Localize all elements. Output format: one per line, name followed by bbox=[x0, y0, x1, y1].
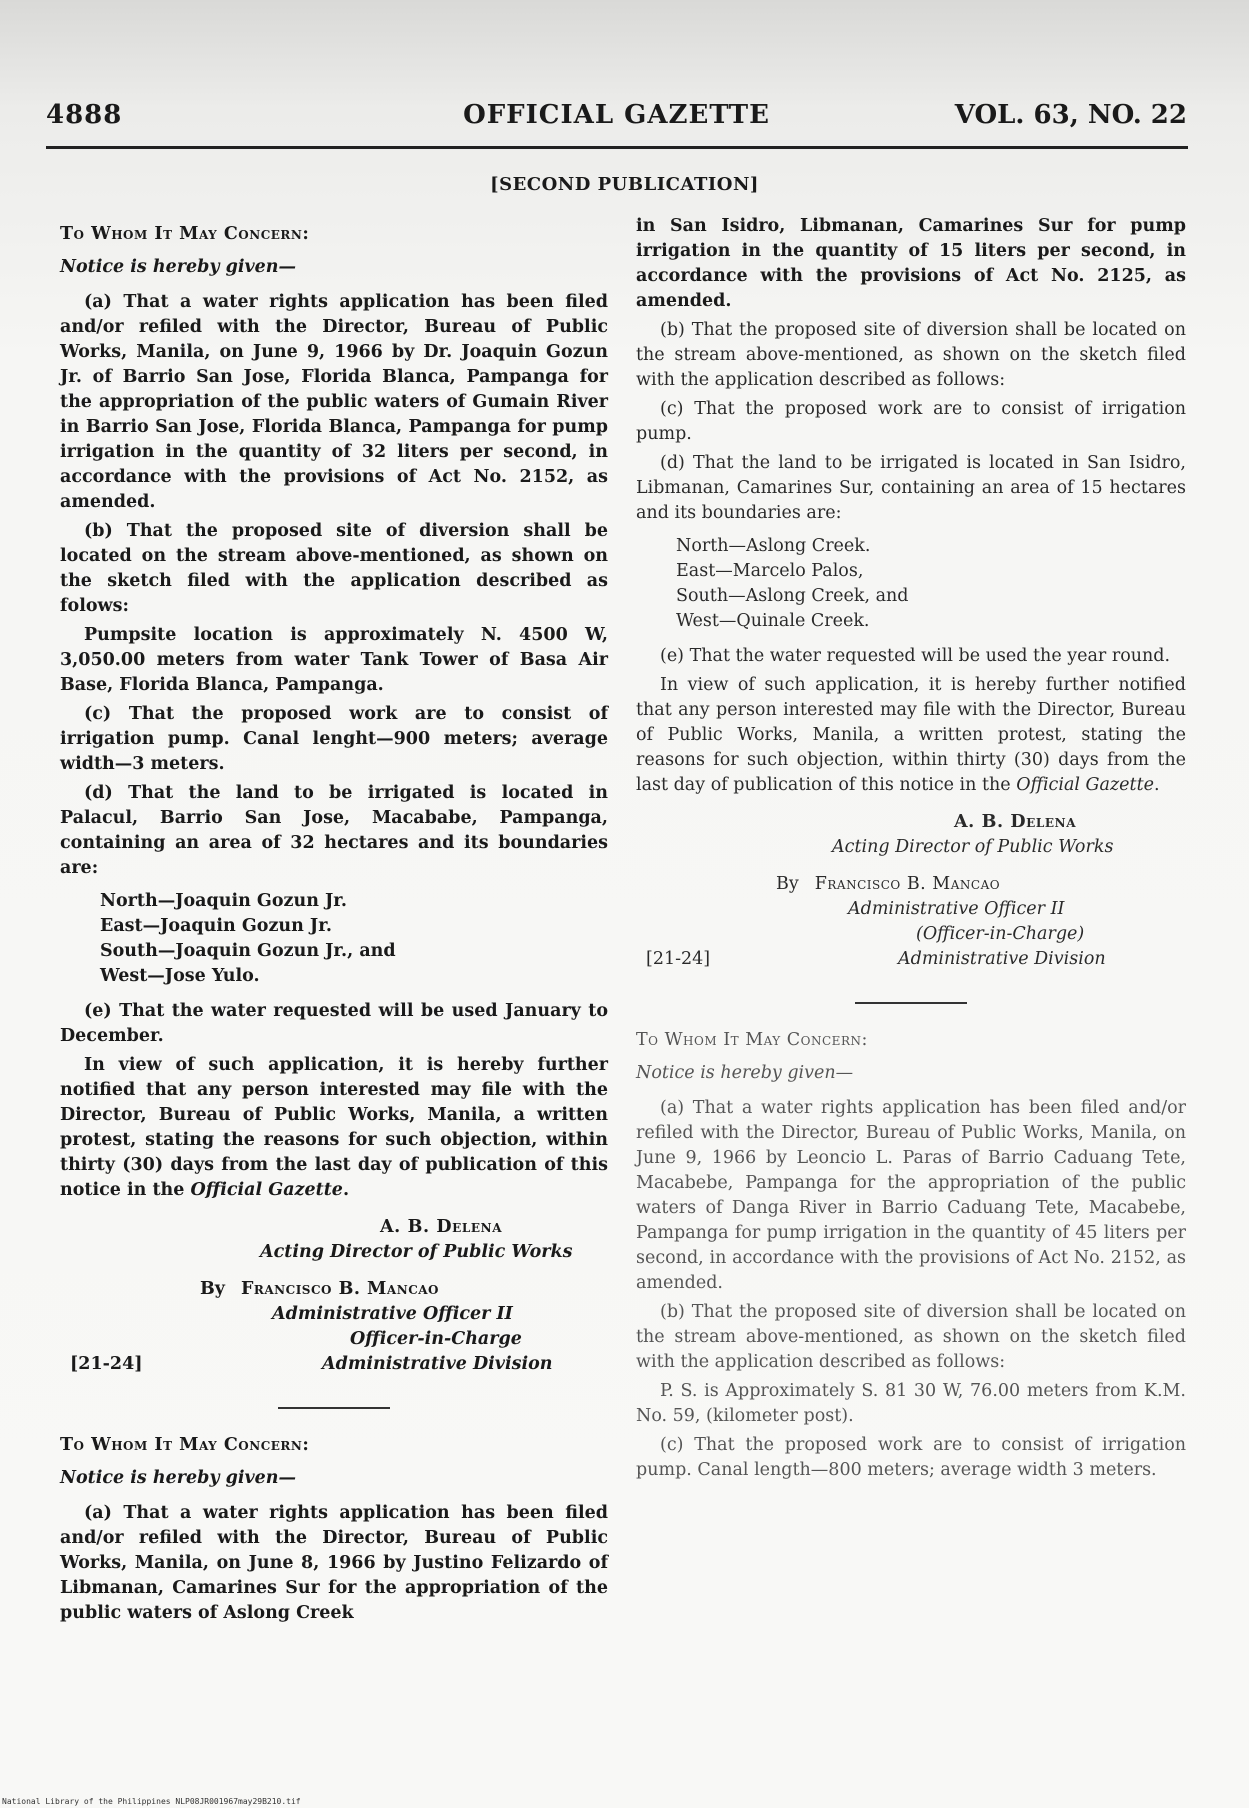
signer-title: Acting Director of Public Works bbox=[832, 837, 1114, 857]
by-line bbox=[636, 872, 1186, 897]
paragraph-b: (b) That the proposed site of diversion shall be located on the stream above-mentioned, as shown on the sketch filed with the application described as folows: bbox=[60, 521, 608, 616]
paragraph-b: (b) That the proposed site of diversion shall be located on the stream above-mentioned, as shown on the sketch filed with the application described as follows: bbox=[636, 320, 1186, 390]
protest-period: . bbox=[342, 1180, 350, 1200]
by-name: Francisco B. Mancao bbox=[240, 1279, 440, 1299]
notice-intro: Notice is hereby given— bbox=[60, 1468, 296, 1488]
boundary-south: South—Joaquin Gozun Jr., and bbox=[100, 941, 396, 961]
scan-footer: National Library of the Philippines NLP08JR001967may29B210.tif bbox=[2, 1797, 301, 1806]
boundary-west: West—Jose Yulo. bbox=[100, 966, 260, 986]
signer-name: A. B. Delena bbox=[380, 1217, 503, 1237]
gazette-title: OFFICIAL GAZETTE bbox=[463, 100, 770, 130]
boundary-south: South—Aslong Creek, and bbox=[676, 586, 909, 606]
paragraph-d: (d) That the land to be irrigated is located in Palacul, Barrio San Jose, Macababe, Pampanga, containing an area of 32 hectares and its boundaries are: bbox=[60, 783, 608, 878]
issue-reference: [21-24] bbox=[70, 1354, 143, 1374]
paragraph-a-continued: in San Isidro, Libmanan, Camarines Sur for pump irrigation in the quantity of 15 liters per second, in accordance with the provisions of Act No. 2125, as amended. bbox=[636, 216, 1186, 311]
gazette-name: Official Gazette bbox=[1016, 775, 1154, 795]
protest-paragraph bbox=[60, 1053, 608, 1203]
division-name: Administrative Division bbox=[322, 1354, 553, 1374]
notice-intro: Notice is hereby given— bbox=[636, 1063, 854, 1083]
paragraph-a: (a) That a water rights application has been filed and/or refiled with the Director, Bureau of Public Works, Manila, on June 9, 1966 by Leoncio L. Paras of Barrio Caduang Tete, Macabebe, Pampanga for the appropriation of the public waters of Danga River in Barrio Caduang Tete, Macabebe, Pampanga for pump irrigation in the quantity of 45 liters per second, in accordance with the provisions of Act No. 2152, as amended. bbox=[636, 1098, 1186, 1293]
protest-paragraph bbox=[636, 673, 1186, 798]
paragraph-a: (a) That a water rights application has been filed and/or refiled with the Director, Bureau of Public Works, Manila, on June 9, 1966 by Dr. Joaquin Gozun Jr. of Barrio San Jose, Florida Blanca, Pampanga for the appropriation of the public waters of Gumain River in Barrio San Jose, Florida Blanca, Pampanga for pump irrigation in the quantity of 32 liters per second, in accordance with the provisions of Act No. 2152, as amended. bbox=[60, 292, 608, 512]
by-line bbox=[60, 1277, 608, 1302]
page-header bbox=[46, 100, 1187, 144]
pumpsite-location: Pumpsite location is approximately N. 4500 W, 3,050.00 meters from water Tank Tower of Basa Air Base, Florida Blanca, Pampanga. bbox=[60, 625, 608, 695]
by-label: By bbox=[776, 874, 799, 894]
boundary-east: East—Joaquin Gozun Jr. bbox=[100, 916, 332, 936]
page-number: 4888 bbox=[46, 100, 123, 130]
gazette-name: Official Gazette bbox=[190, 1180, 343, 1200]
paragraph-c: (c) That the proposed work are to consist of irrigation pump. bbox=[636, 399, 1186, 444]
protest-text: In view of such application, it is hereby further notified that any person interested may file with the Director, Bureau of Public Works, Manila, a written protest, stating the reasons for such objection, within thirty (30) days from the last day of publication of this notice in the bbox=[60, 1055, 608, 1200]
salutation: To Whom It May Concern: bbox=[60, 224, 310, 244]
left-column bbox=[60, 222, 608, 1630]
boundaries-list bbox=[100, 889, 608, 989]
header-rule bbox=[46, 146, 1188, 149]
issue-reference: [21-24] bbox=[646, 949, 711, 969]
paragraph-c: (c) That the proposed work are to consist of irrigation pump. Canal lenght—900 meters; average width—3 meters. bbox=[60, 704, 608, 774]
boundary-north: North—Aslong Creek. bbox=[676, 536, 871, 556]
officer-title: Administrative Officer II bbox=[272, 1304, 513, 1324]
boundary-west: West—Quinale Creek. bbox=[676, 611, 870, 631]
signer-title: Acting Director of Public Works bbox=[260, 1242, 573, 1262]
paragraph-e: (e) That the water requested will be used the year round. bbox=[660, 646, 1171, 666]
officer-in-charge: (Officer-in-Charge) bbox=[916, 924, 1085, 944]
by-name: Francisco B. Mancao bbox=[814, 874, 1001, 894]
right-column bbox=[636, 214, 1186, 1487]
signature-block bbox=[60, 1215, 608, 1377]
ps-location: P. S. is Approximately S. 81 30 W, 76.00 meters from K.M. No. 59, (kilometer post). bbox=[636, 1381, 1186, 1426]
officer-in-charge: Officer-in-Charge bbox=[350, 1329, 522, 1349]
notice-paras bbox=[636, 1028, 1186, 1483]
notice-intro: Notice is hereby given— bbox=[60, 257, 296, 277]
officer-title: Administrative Officer II bbox=[848, 899, 1065, 919]
signer-name: A. B. Delena bbox=[954, 812, 1077, 832]
paragraph-a: (a) That a water rights application has been filed and/or refiled with the Director, Bureau of Public Works, Manila, on June 8, 1966 by Justino Felizardo of Libmanan, Camarines Sur for the appropriation of the public waters of Aslong Creek bbox=[60, 1503, 608, 1623]
division-name: Administrative Division bbox=[898, 949, 1106, 969]
publication-tag: [SECOND PUBLICATION] bbox=[490, 174, 759, 195]
notice-separator bbox=[278, 1407, 390, 1409]
paragraph-c: (c) That the proposed work are to consist of irrigation pump. Canal length—800 meters; average width 3 meters. bbox=[636, 1435, 1186, 1480]
paragraph-e: (e) That the water requested will be used January to December. bbox=[60, 1001, 608, 1046]
paragraph-d: (d) That the land to be irrigated is located in San Isidro, Libmanan, Camarines Sur, containing an area of 15 hectares and its boundaries are: bbox=[636, 453, 1186, 523]
paragraph-b: (b) That the proposed site of diversion shall be located on the stream above-mentioned, as shown on the sketch filed with the application described as follows: bbox=[636, 1302, 1186, 1372]
notice-separator bbox=[855, 1002, 967, 1004]
boundary-north: North—Joaquin Gozun Jr. bbox=[100, 891, 347, 911]
salutation: To Whom It May Concern: bbox=[636, 1030, 868, 1050]
salutation: To Whom It May Concern: bbox=[60, 1435, 310, 1455]
signature-block bbox=[636, 810, 1186, 972]
boundary-east: East—Marcelo Palos, bbox=[676, 561, 864, 581]
notice-felizardo-start bbox=[60, 1433, 608, 1626]
volume-number: VOL. 63, NO. 22 bbox=[954, 100, 1187, 130]
by-label: By bbox=[200, 1279, 225, 1299]
protest-text: In view of such application, it is hereby further notified that any person interested may file with the Director, Bureau of Public Works, Manila, a written protest, stating the reasons for such objection, within thirty (30) days from the last day of publication of this notice in the bbox=[636, 675, 1186, 795]
boundaries-list bbox=[676, 534, 1186, 634]
protest-period: . bbox=[1153, 775, 1160, 795]
notice-gozun bbox=[60, 222, 608, 1203]
